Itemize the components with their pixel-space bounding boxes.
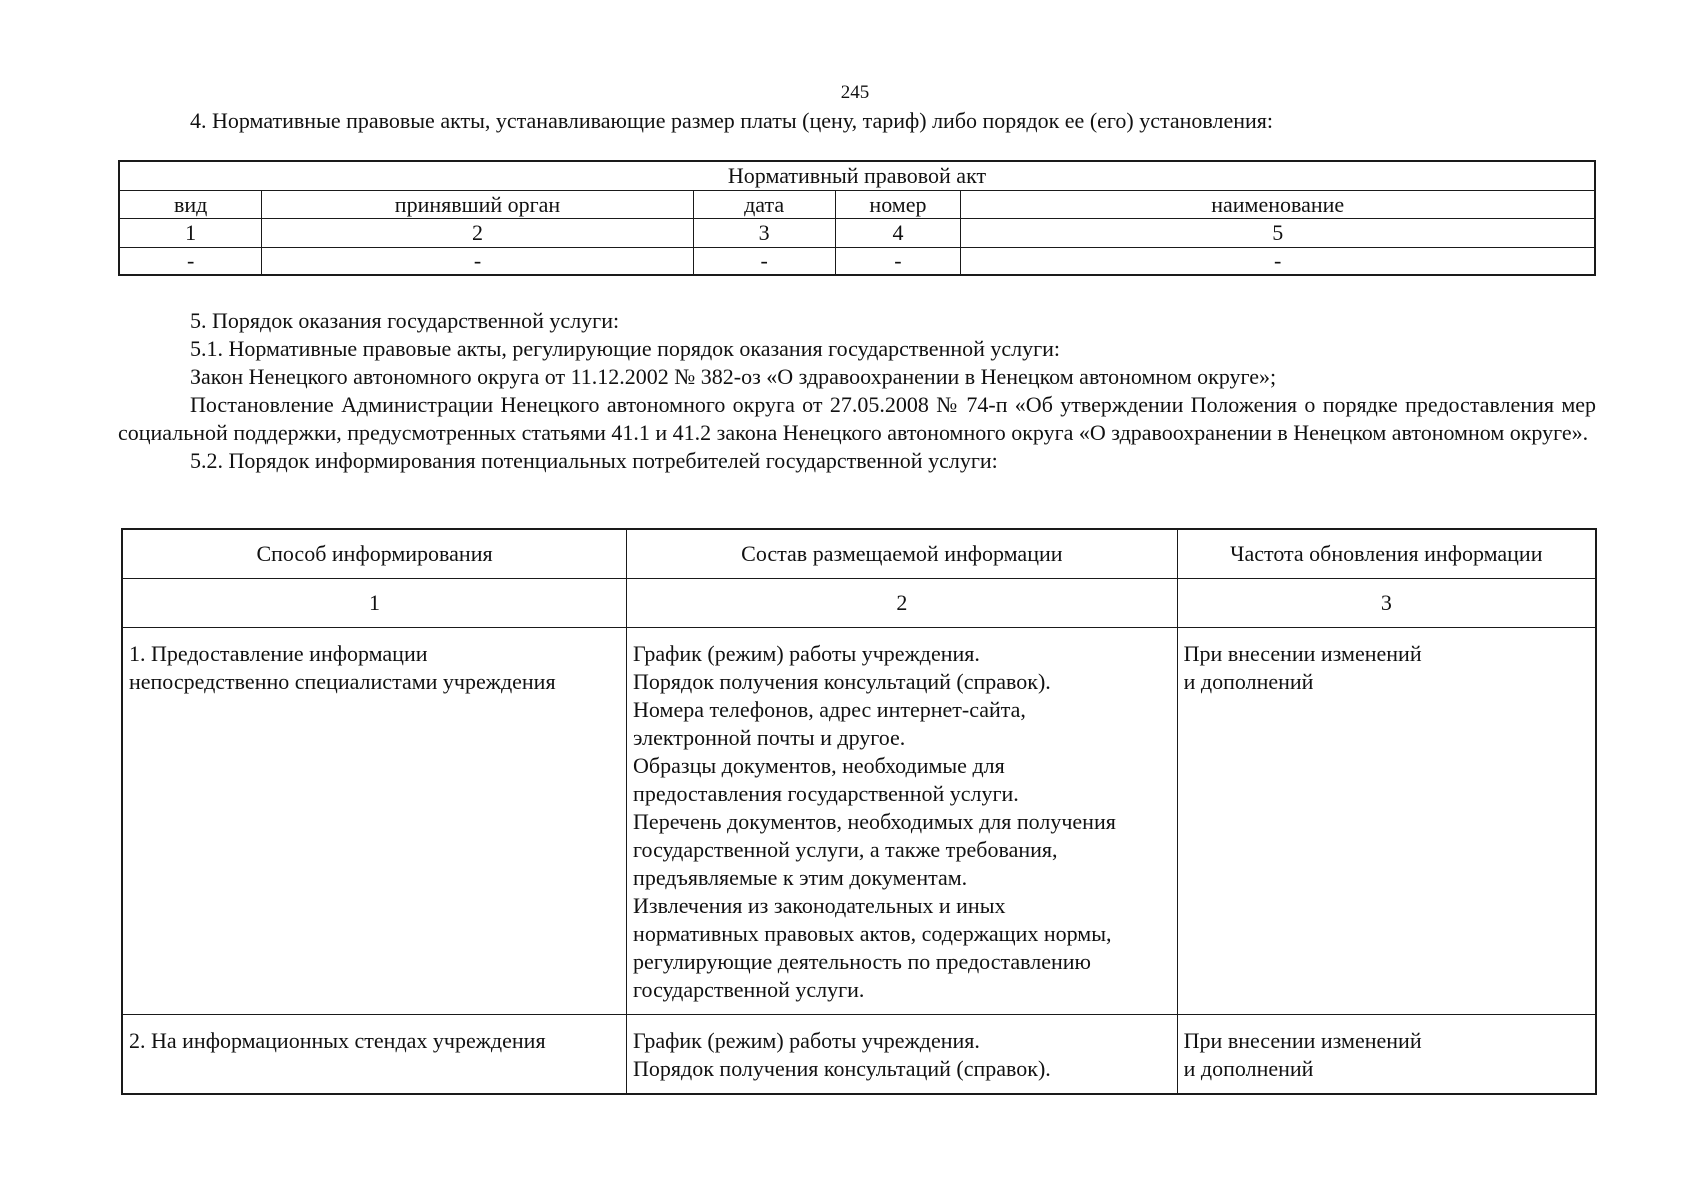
table-row [122, 1015, 1596, 1095]
content-cell [627, 628, 1178, 1015]
table-cell: - [262, 248, 693, 276]
table-cell: - [835, 248, 961, 276]
method-cell [122, 628, 627, 1015]
cell-line: Номера телефонов, адрес интернет-сайта, [633, 697, 1026, 722]
column-number: 3 [1177, 579, 1596, 628]
column-number: 1 [119, 219, 262, 248]
cell-line: и дополнений [1183, 669, 1314, 694]
column-header: принявший орган [262, 191, 693, 219]
column-header: вид [119, 191, 262, 219]
column-header: номер [835, 191, 961, 219]
column-number: 3 [693, 219, 835, 248]
table-cell: - [119, 248, 262, 276]
cell-line: 1. Предоставление информации [129, 641, 428, 666]
column-number: 2 [627, 579, 1178, 628]
content-cell [627, 1015, 1178, 1095]
cell-line: электронной почты и другое. [633, 725, 906, 750]
cell-line: предоставления государственной услуги. [633, 781, 1019, 806]
cell-line: нормативных правовых актов, содержащих нормы, [633, 921, 1112, 946]
cell-line: Порядок получения консультаций (справок). [633, 1056, 1051, 1081]
cell-line: государственной услуги, а также требования, [633, 837, 1058, 862]
fee-acts-table [118, 160, 1596, 276]
table-cell: - [693, 248, 835, 276]
column-number: 5 [961, 219, 1595, 248]
table-cell: - [961, 248, 1595, 276]
cell-line: Порядок получения консультаций (справок). [633, 669, 1051, 694]
column-number: 2 [262, 219, 693, 248]
column-header: Состав размещаемой информации [627, 529, 1178, 579]
cell-line: График (режим) работы учреждения. [633, 641, 980, 666]
cell-line: 2. На информационных стендах учреждения [129, 1028, 546, 1053]
page-number: 245 [840, 82, 870, 103]
cell-line: регулирующие деятельность по предоставлению [633, 949, 1091, 974]
cell-line: предъявляемые к этим документам. [633, 865, 968, 890]
cell-line: При внесении изменений [1183, 1028, 1422, 1053]
cell-line: Перечень документов, необходимых для получения [633, 809, 1116, 834]
informing-table [121, 528, 1597, 1095]
section-5-2-heading: 5.2. Порядок информирования потенциальных потребителей государственной услуги: [190, 448, 998, 473]
column-header: Способ информирования [122, 529, 627, 579]
section-5 [118, 307, 1596, 475]
cell-line: График (режим) работы учреждения. [633, 1028, 980, 1053]
column-header: дата [693, 191, 835, 219]
column-header: наименование [961, 191, 1595, 219]
cell-line: Образцы документов, необходимые для [633, 753, 1005, 778]
cell-line: Извлечения из законодательных и иных [633, 893, 1006, 918]
frequency-cell [1177, 1015, 1596, 1095]
decree-reference: Постановление Администрации Ненецкого автономного округа от 27.05.2008 № 74-п «Об утверждении Положения о порядке предоставления мер социальной поддержки, предусмотренных статьями 41.1 и 41.2 закона Ненецкого автономного округа «О здравоохранении в Ненецком автономном округе». [118, 392, 1596, 445]
section-5-heading: 5. Порядок оказания государственной услуги: [190, 308, 620, 333]
column-header: Частота обновления информации [1177, 529, 1596, 579]
cell-line: и дополнений [1183, 1056, 1314, 1081]
column-number: 4 [835, 219, 961, 248]
table-row [122, 628, 1596, 1015]
section-4-heading: 4. Нормативные правовые акты, устанавливающие размер платы (цену, тариф) либо порядок ее (его) установления: [190, 108, 1274, 133]
cell-line: государственной услуги. [633, 977, 865, 1002]
method-cell [122, 1015, 627, 1095]
section-5-1-heading: 5.1. Нормативные правовые акты, регулирующие порядок оказания государственной услуги: [190, 336, 1061, 361]
frequency-cell [1177, 628, 1596, 1015]
cell-line: При внесении изменений [1183, 641, 1422, 666]
law-reference: Закон Ненецкого автономного округа от 11.12.2002 № 382-оз «О здравоохранении в Ненецком автономном округе»; [190, 364, 1277, 389]
column-number: 1 [122, 579, 627, 628]
cell-line: непосредственно специалистами учреждения [129, 669, 556, 694]
table-title: Нормативный правовой акт [119, 161, 1595, 191]
